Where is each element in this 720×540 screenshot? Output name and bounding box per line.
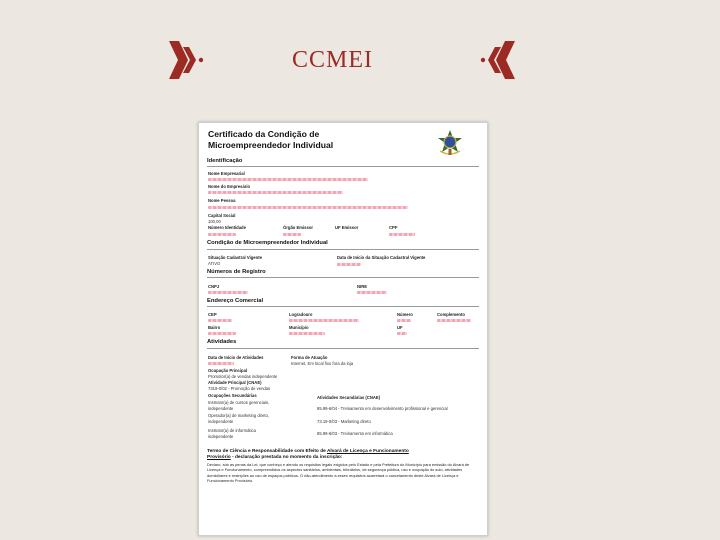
complement-label: Complemento xyxy=(437,312,465,317)
divider xyxy=(207,249,479,250)
secondary-activities-label: Atividades Secundárias (CNAE) xyxy=(317,395,381,400)
redacted-value xyxy=(289,319,359,322)
redacted-value xyxy=(208,178,368,181)
cpf-label: CPF xyxy=(389,225,398,230)
double-chevron-left-icon xyxy=(478,38,518,82)
redacted-value xyxy=(208,233,236,236)
redacted-value xyxy=(208,332,236,335)
permit-link-text: Alvará de Licença e Funcionamento xyxy=(326,449,409,454)
id-number-label: Número Identidade xyxy=(208,225,246,230)
main-activity-value: 7319-0/02 - Promoção de vendas xyxy=(208,386,271,391)
redacted-value xyxy=(397,319,411,322)
redacted-value xyxy=(357,291,387,294)
redacted-value xyxy=(389,233,415,236)
redacted-value xyxy=(208,362,234,365)
redacted-value xyxy=(208,291,248,294)
mode-label: Forma de Atuação xyxy=(291,355,328,360)
redacted-value xyxy=(437,319,471,322)
secondary-occupation-line: independente xyxy=(208,406,234,411)
secondary-occupation-line: Instrutor(a) de cursos gerenciais, xyxy=(208,400,270,405)
redacted-value xyxy=(283,233,301,236)
issuer-label: Órgão Emissor xyxy=(283,225,314,230)
entrepreneur-name-label: Nome do Empresário xyxy=(208,184,251,189)
secondary-activity-item: 85.99-6/04 - Treinamento em desenvolvimento profissional e gerencial xyxy=(317,406,448,411)
uf-issuer-label: UF Emissor xyxy=(335,225,359,230)
capital-value: 100,00 xyxy=(208,219,221,224)
term-title-line2 xyxy=(207,455,342,460)
number-label: Número xyxy=(397,312,413,317)
divider xyxy=(207,306,479,307)
declaration-text: Declaro, sob as penas da Lei, que conheço e atendo os requisitos legais exigidos pelo Estado e pela Prefeitura do Município para emissão do Alvará de Licença e Funcionamento, compreendidos os aspectos sanitários, ambientais, tributários, de segurança pública, uso e ocupação do solo, atividades domiciliares e restrições ao uso de espaços públicos. O não-atendimento a esses requisitos acarretará o cancelamento deste Alvará de Licença e Funcionamento Provisório. xyxy=(207,462,470,484)
street-label: Logradouro xyxy=(289,312,313,317)
certificate-title-line1: Certificado da Condição de xyxy=(208,129,320,139)
redacted-value xyxy=(208,191,343,194)
redacted-value xyxy=(208,206,408,209)
activities-heading: Atividades xyxy=(207,339,237,345)
status-label: Situação Cadastral Vigente xyxy=(208,255,262,260)
secondary-occupations-label: Ocupações Secundárias xyxy=(208,393,257,398)
status-value: ATIVO xyxy=(208,261,221,266)
mode-value: Internet, Em local fixo fora da loja xyxy=(291,361,354,366)
divider xyxy=(207,277,479,278)
status-start-label: Data de Início da Situação Cadastral Vigente xyxy=(337,255,426,260)
city-label: Município xyxy=(289,325,309,330)
capital-label: Capital Social xyxy=(208,213,236,218)
redacted-value xyxy=(337,263,361,266)
nire-label: NIRE xyxy=(357,284,368,289)
condition-heading: Condição de Microempreendedor Individual xyxy=(207,240,328,246)
certificate-document xyxy=(198,122,488,536)
secondary-occupation-line: Instrutor(a) de informática xyxy=(208,428,256,433)
term-title-line1 xyxy=(207,449,409,454)
redacted-value xyxy=(397,332,407,335)
term-title-text: Termo de Ciência e Responsabilidade com Efeito de xyxy=(207,449,327,454)
main-activity-label: Atividade Principal (CNAE) xyxy=(208,380,262,385)
main-occupation-value: Promotor(a) de vendas independente xyxy=(208,374,278,379)
secondary-occupation-line: independente xyxy=(208,434,234,439)
secondary-activity-item: 85.99-6/03 - Treinamento em informática xyxy=(317,431,393,436)
cnpj-label: CNPJ xyxy=(208,284,220,289)
business-name-label: Nome Empresarial xyxy=(208,171,245,176)
divider xyxy=(207,348,479,349)
registry-heading: Números de Registro xyxy=(207,269,266,275)
redacted-value xyxy=(208,319,232,322)
cep-label: CEP xyxy=(208,312,217,317)
brazil-coat-of-arms-icon xyxy=(437,129,463,157)
term-title-text: - declaração prestada no momento da inscrição: xyxy=(230,455,343,460)
permit-link-text: Provisório xyxy=(207,455,231,460)
double-chevron-right-icon xyxy=(166,38,206,82)
identification-heading: Identificação xyxy=(207,158,243,164)
address-heading: Endereço Comercial xyxy=(207,298,264,304)
person-name-label: Nome Pessoa xyxy=(208,198,236,203)
secondary-occupation-line: independente xyxy=(208,419,234,424)
secondary-activity-item: 73.19-0/03 - Marketing direto xyxy=(317,419,371,424)
redacted-value xyxy=(289,332,325,335)
start-date-label: Data de Início de Atividades xyxy=(208,355,264,360)
district-label: Bairro xyxy=(208,325,221,330)
main-occupation-label: Ocupação Principal xyxy=(208,368,248,373)
slide-title: CCMEI xyxy=(292,47,374,73)
secondary-occupation-line: Operador(a) de marketing direto, xyxy=(208,413,269,418)
certificate-title-line2: Microempreendedor Individual xyxy=(208,140,334,150)
uf-label: UF xyxy=(397,325,403,330)
divider xyxy=(207,166,479,167)
